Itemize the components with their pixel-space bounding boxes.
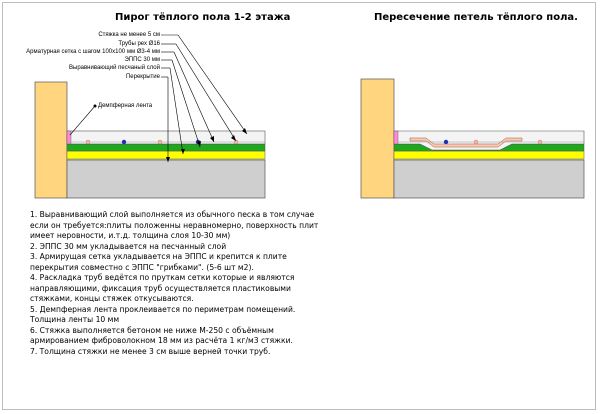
pipe-blue bbox=[444, 140, 448, 144]
left-diagram-title: Пирог тёплого пола 1-2 этажа bbox=[115, 12, 291, 23]
left-wall bbox=[35, 82, 67, 198]
installation-notes bbox=[30, 210, 330, 357]
pipe-blue bbox=[122, 140, 126, 144]
label-mesh: Арматурная сетка с шагом 100х100 мм Ø3-4 мм bbox=[26, 49, 160, 55]
note-item: 2. ЭППС 30 мм укладывается на песчанный слой bbox=[30, 241, 227, 251]
left-sand-layer bbox=[67, 151, 265, 159]
label-slab: Перекрытие bbox=[125, 74, 160, 80]
label-screed: Стяжка не менее 5 см bbox=[98, 32, 160, 38]
label-epps: ЭППС 30 мм bbox=[124, 57, 160, 63]
note-item: 3. Армирущая сетка укладывается на ЭППС и крепится к плите перекрытия совместно с ЭППС "грибками". (5-6 шт м2). bbox=[30, 252, 287, 272]
right-sand-layer bbox=[394, 151, 584, 159]
pipe-pink bbox=[474, 140, 478, 144]
note-item: 5. Демпферная лента проклеивается по периметрам помещений. Толщина ленты 10 мм bbox=[30, 304, 296, 324]
right-slab-layer bbox=[394, 160, 584, 198]
label-damper: Демпферная лента bbox=[98, 103, 153, 109]
note-item: 4. Раскладка труб ведётся по пруткам сетки которые и являются направляющими, фиксация труб осуществляется пластиковыми стяжками, концы стяжек откусываются. bbox=[30, 273, 295, 303]
note-item: 7. Толщина стяжки не менее 3 см выше верней точки труб. bbox=[30, 346, 271, 356]
pipe-pink bbox=[538, 140, 542, 144]
right-diagram-title: Пересечение петель тёплого пола. bbox=[374, 12, 578, 23]
right-damper-tape bbox=[394, 131, 398, 144]
left-slab-layer bbox=[67, 160, 265, 198]
left-epps-layer bbox=[67, 144, 265, 151]
label-pipes: Трубы рех Ø16 bbox=[118, 41, 160, 47]
label-sand: Выравнивающий песчаный слой bbox=[69, 65, 160, 71]
left-floor-section bbox=[35, 35, 265, 198]
note-item: 1. Выравнивающий слой выполняется из обычного песка в том случае если он требуется:плиты положенны неравномерно, поверхность плит имеет неровности, и.т.д. толщина слоя 10-30 мм) bbox=[30, 210, 319, 240]
pipe-pink bbox=[158, 140, 162, 144]
right-wall bbox=[361, 79, 394, 198]
pipe-pink bbox=[86, 140, 90, 144]
right-floor-section bbox=[361, 79, 584, 198]
note-item: 6. Стяжка выполняется бетоном не ниже М-250 с объёмным армированием фиброволокном 18 мм из расчёта 1 кг/м3 стяжки. bbox=[30, 325, 293, 345]
